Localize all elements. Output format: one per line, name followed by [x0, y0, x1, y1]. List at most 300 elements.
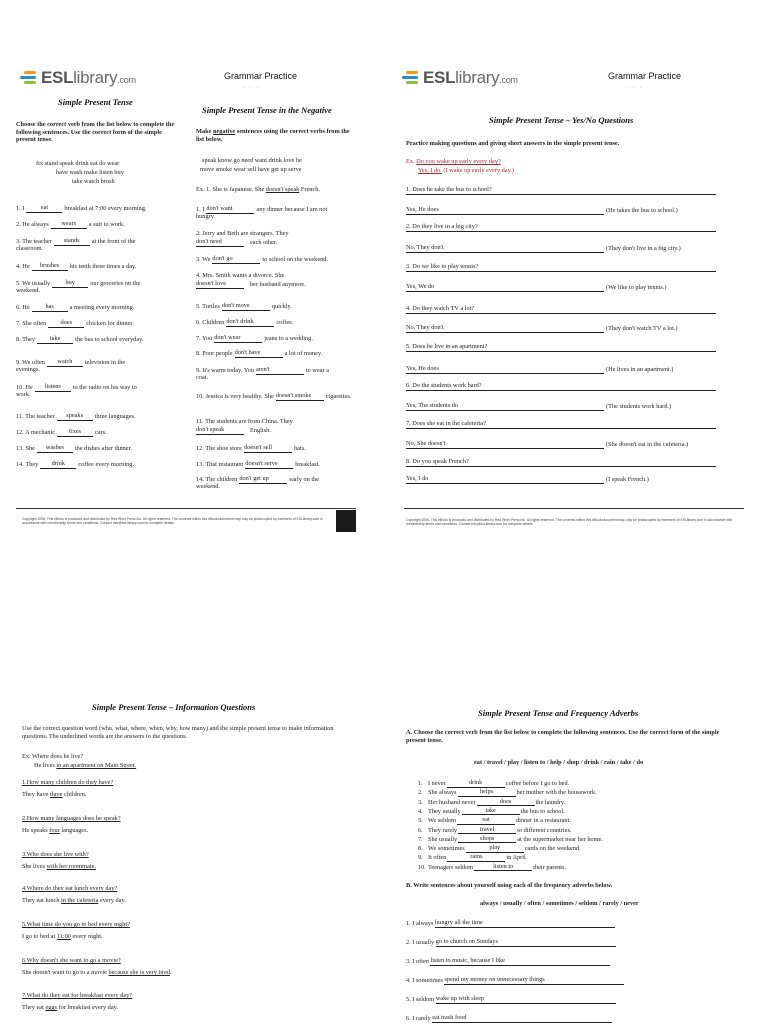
exercise-item [418, 779, 569, 788]
answer-blank: don't want [206, 205, 254, 214]
item-prefix: 5. Turtles [196, 303, 220, 310]
answer-note: (He takes the bus to school.) [606, 207, 678, 214]
exercise-item [418, 826, 571, 835]
grammar-practice-heading: Grammar Practice [224, 71, 298, 81]
question-line [406, 223, 716, 232]
question-text: 5.What time do you go to bed every night? [22, 921, 130, 928]
item-continuation: work. [16, 391, 31, 398]
exercise-item [16, 335, 143, 344]
item-suffix: coffee. [276, 319, 294, 326]
p4-example-question: Ex. Where does he live? [22, 753, 84, 760]
exercise-item [418, 863, 566, 872]
answer-blank: eat [26, 204, 62, 213]
item-continuation: hungry. [196, 213, 216, 220]
item-prefix: 7. You [196, 335, 213, 342]
question-line [406, 420, 716, 429]
exercise-item [418, 798, 565, 807]
answer-line [22, 863, 96, 871]
answer-blank: drink [447, 779, 505, 788]
answer-underlined: in the cafeteria [61, 897, 99, 904]
exercise-item [16, 220, 125, 229]
answer-note: (They don't live in a big city.) [606, 245, 681, 252]
short-answer: No, They don't [406, 244, 604, 253]
item-prefix: 6. He [16, 304, 30, 311]
sentence-line [406, 1014, 612, 1023]
answer-line [406, 206, 678, 215]
question-line [22, 885, 117, 893]
answer-line [406, 283, 667, 292]
item-prefix: 2. He always [16, 221, 49, 228]
exercise-item [16, 460, 134, 469]
question-text: 2. Do they live in a big city? [406, 223, 716, 232]
item-continuation: weekend. [196, 483, 220, 490]
question-line [22, 992, 132, 1000]
item-suffix: cigarettes. [325, 393, 352, 400]
p1-title: Simple Present Tense [58, 97, 133, 107]
p5-section-a: A. Choose the correct verb from the list below to complete the following sentences. Use the correct form of the simple present tense. [406, 729, 720, 744]
answer-prefix: I go to bed at [22, 933, 57, 940]
answer-blank: buy [52, 279, 88, 288]
item-prefix: She usually [428, 835, 458, 843]
item-prefix: Teenagers seldom [428, 863, 474, 871]
item-number: 1. [418, 780, 423, 787]
p1-wordbank-1: fix stand speak drink eat do wear [36, 160, 120, 167]
answer-blank: helps [458, 788, 516, 797]
answer-note: (She doesn't eat in the cafeteria.) [606, 441, 689, 448]
grammar-practice-heading-right: Grammar Practice [608, 71, 682, 81]
p3-example-answer: Yes, I do. (I wake up early every day.) [418, 167, 515, 174]
exercise-item [16, 204, 146, 213]
exercise-item [196, 366, 329, 375]
p5-title: Simple Present Tense and Frequency Adverbs [478, 708, 639, 718]
item-suffix: quickly. [271, 303, 292, 310]
item-prefix: 12. The shoe store [196, 445, 243, 452]
exercise-item [418, 816, 571, 825]
question-line [406, 382, 716, 391]
p2-wordbank-1: speak know go need want drink love be [202, 157, 302, 164]
p2-example: Ex. 1. She is Japanese. She doesn't speak French. [196, 186, 320, 193]
answer-prefix: They have [22, 791, 50, 798]
answer-suffix: languages. [59, 827, 89, 834]
item-suffix: to different countries. [517, 826, 572, 834]
item-prefix: 6. Children [196, 319, 225, 326]
answer-line [406, 440, 688, 449]
item-prefix: 8. Poor people [196, 350, 233, 357]
item-suffix: cards on the weekend. [524, 845, 581, 853]
answer-note: (We like to play tennis.) [606, 284, 667, 291]
answer-underlined: three [49, 791, 63, 798]
item-number: 10. [418, 863, 426, 871]
p2-title: Simple Present Tense in the Negative [202, 105, 332, 115]
item-number: 7. [418, 835, 423, 843]
exercise-item [196, 302, 292, 311]
question-line [406, 186, 716, 195]
p3-title: Simple Present Tense – Yes/No Questions [489, 115, 634, 125]
answer-blank: don't have [235, 349, 283, 358]
answer-note: (He lives in an apartment.) [606, 366, 674, 373]
exercise-item-line2 [196, 426, 271, 435]
short-answer: Yes, He does [406, 365, 604, 374]
short-answer: Yes, I do [406, 475, 604, 484]
sentence-answer: listen to music, because I like [430, 957, 610, 966]
answer-blank: doesn't serve [245, 460, 293, 469]
answer-line [22, 1004, 118, 1012]
question-text: 8. Do you speak French? [406, 458, 716, 467]
answer-line [406, 365, 673, 374]
p1-instructions: Choose the correct verb from the list below to complete the following sentences. Use the correct form of the simple present tense. [16, 121, 175, 144]
answer-underlined: because she is very tired [108, 969, 171, 976]
answer-blank: does [48, 319, 84, 328]
question-text: 7. Does she eat in the cafeteria? [406, 420, 716, 429]
exercise-item [16, 428, 107, 437]
p1-wordbank-2: have wash make listen buy [56, 169, 124, 176]
question-text: 2.How many languages does he speak? [22, 815, 121, 822]
item-continuation: evenings. [16, 366, 40, 373]
item-prefix: 14. They [16, 461, 39, 468]
p5-section-b: B. Write sentences about yourself using each of the frequency adverbs below. [406, 882, 613, 889]
exercise-item [196, 444, 306, 453]
exercise-item [16, 319, 134, 328]
answer-blank: has [32, 303, 68, 312]
exercise-item: 11. The students are from China. They [196, 418, 293, 425]
answer-prefix: She doesn't want to go to a movie [22, 969, 109, 976]
answer-blank: washes [37, 444, 73, 453]
item-prefix: She always [428, 789, 457, 797]
short-answer: No, They don't [406, 324, 604, 333]
header-dots-right: · · · [626, 86, 644, 91]
short-answer: Yes, We do [406, 283, 604, 292]
sentence-prefix: 2. I usually [406, 939, 436, 946]
item-number: 3. [418, 798, 423, 806]
question-text: 7.What do they eat for breakfast every day? [22, 992, 133, 999]
answer-blank: don't get up [239, 475, 287, 484]
question-text: 3. Do we like to play tennis? [406, 263, 716, 272]
sentence-line [406, 995, 616, 1004]
answer-line [22, 969, 172, 977]
item-prefix: It often [428, 854, 447, 862]
exercise-item [196, 460, 320, 469]
p2-instructions: Make negative sentences using the correct verbs from the list below. [196, 128, 350, 143]
answer-prefix: They eat [22, 1004, 46, 1011]
item-prefix: 11. The teacher [16, 413, 55, 420]
answer-line [22, 897, 126, 905]
answer-blank: don't drink [226, 318, 274, 327]
answer-line [406, 402, 671, 411]
exercise-item [418, 844, 581, 853]
answer-blank: travel [458, 826, 516, 835]
answer-prefix: They eat lunch [22, 897, 61, 904]
answer-blank: aren't [256, 366, 304, 375]
item-suffix: to school on the weekend. [262, 256, 328, 263]
p1-wordbank-3: take watch brush [72, 178, 115, 185]
sentence-prefix: 5. I seldom [406, 996, 436, 1003]
item-suffix: the bus to school everyday. [75, 336, 144, 343]
answer-line [406, 244, 681, 253]
item-prefix: 4. He [16, 263, 30, 270]
answer-blank: don't wear [214, 334, 262, 343]
logo-text: ESLlibrary.com [41, 68, 136, 87]
item-suffix: television in the [84, 359, 126, 366]
answer-blank: take [462, 807, 520, 816]
answer-line [22, 791, 86, 799]
logo-stripes-icon [20, 69, 38, 87]
question-line [406, 458, 716, 467]
item-prefix: 13. She [16, 445, 35, 452]
answer-prefix: She lives [22, 863, 47, 870]
item-prefix: 1. I [196, 206, 205, 213]
esl-library-logo-right [402, 68, 518, 88]
p3-example-question: Ex. Do you wake up early every day? [406, 158, 501, 165]
item-suffix: hats. [294, 445, 306, 452]
answer-underlined: eggs [45, 1004, 57, 1011]
item-prefix: 5. We usually [16, 280, 51, 287]
item-prefix: 3. We [196, 256, 211, 263]
sentence-prefix: 3. I often [406, 958, 431, 965]
short-answer: Yes, The students do [406, 402, 604, 411]
answer-blank: eat [457, 816, 515, 825]
question-text: 5. Does he live in an apartment? [406, 343, 716, 352]
question-text: 3.Who does she live with? [22, 851, 89, 858]
item-suffix: a meeting every morning. [69, 304, 135, 311]
item-suffix: any dinner because I am not [256, 206, 328, 213]
question-text: 6. Do the students work hard? [406, 382, 716, 391]
answer-blank: speaks [57, 412, 93, 421]
item-suffix: the laundry. [535, 798, 566, 806]
item-suffix: our groceries on the [90, 280, 141, 287]
item-suffix: a suit to work. [88, 221, 125, 228]
exercise-item [196, 334, 313, 343]
item-suffix: early on the [289, 476, 320, 483]
p2-wordbank-2: move smoke wear sell have get up serve [200, 166, 302, 173]
answer-line [22, 933, 103, 941]
exercise-item [196, 205, 327, 214]
question-text: 4.Where do they eat lunch every day? [22, 885, 118, 892]
item-suffix: to the radio on his way to [72, 384, 137, 391]
answer-blank: don't go [212, 255, 260, 264]
answer-blank: don't need [196, 238, 244, 247]
item-suffix: to wear a [305, 367, 330, 374]
question-line [22, 779, 113, 787]
copyright-right: Copyright 2006. This eBook is produced and distributed by Red River Press Inc. All rights reserved. The contents within this eBook/document may only be photocopied by members of ESLlibrary.com in accordance with membership terms and conditions. Contact info@esl-library.com for complete details. [406, 518, 733, 527]
item-suffix: coffee every morning. [78, 461, 134, 468]
answer-underlined: with her roommate. [46, 863, 96, 870]
item-prefix: 12. A mechanic [16, 429, 55, 436]
sentence-line [406, 957, 610, 966]
answer-blank: drink [40, 460, 76, 469]
question-line [22, 815, 121, 823]
logo-stripes-icon [402, 69, 420, 87]
answer-blank: listen to [474, 863, 532, 872]
exercise-item [196, 255, 328, 264]
item-prefix: 13. That restaurant [196, 461, 244, 468]
item-continuation: coat. [196, 374, 209, 381]
answer-suffix: every night. [70, 933, 103, 940]
item-suffix: her husband anymore. [250, 281, 306, 288]
qr-code-image [336, 510, 356, 532]
item-suffix: a lot of money. [284, 350, 323, 357]
item-suffix: breakfast at 7:00 every morning. [64, 205, 147, 212]
answer-suffix: every day. [98, 897, 126, 904]
sentence-prefix: 6. I rarely [406, 1015, 433, 1022]
question-line [22, 851, 89, 859]
question-text: 4. Do they watch TV a lot? [406, 305, 716, 314]
sentence-line [406, 976, 624, 985]
item-suffix: English. [250, 427, 271, 434]
exercise-item-line2 [196, 280, 306, 289]
item-prefix: 10. He [16, 384, 33, 391]
p3-instructions: Practice making questions and giving short answers in the simple present tense. [406, 140, 620, 147]
question-line [406, 263, 716, 272]
item-continuation: weekend. [16, 287, 40, 294]
answer-blank: play [466, 844, 524, 853]
answer-underlined: 11:00 [56, 933, 71, 940]
question-line [22, 921, 130, 929]
p4-example-answer: He lives in an apartment on Main Street. [34, 762, 137, 769]
exercise-item: 4. Mrs. Smith wants a divorce. She [196, 272, 285, 279]
sentence-line [406, 919, 615, 928]
sentence-answer: spend my money on unnecessary things [444, 976, 624, 985]
exercise-item [196, 318, 294, 327]
sentence-prefix: 4. I sometimes [406, 977, 445, 984]
item-prefix: 9. We often [16, 359, 45, 366]
item-suffix: the dishes after dinner. [74, 445, 132, 452]
item-suffix: coffee before I go to bed. [505, 780, 570, 787]
item-suffix: in April. [506, 854, 528, 862]
answer-blank: shops [458, 835, 516, 844]
item-number: 6. [418, 826, 423, 834]
answer-blank: doesn't smoke [276, 392, 324, 401]
item-prefix: 14. The children [196, 476, 238, 483]
item-prefix: 9. It's warm today. You [196, 367, 254, 374]
question-line [406, 305, 716, 314]
answer-blank: stands [54, 237, 90, 246]
exercise-item [16, 303, 134, 312]
answer-blank: watch [47, 358, 83, 367]
sentence-answer: hungry all the time [435, 919, 615, 928]
answer-suffix: for breakfast every day. [56, 1004, 118, 1011]
p5-wordbank: eat / travel / play / listen to / help / shop / drink / rain / take / do [474, 759, 644, 766]
item-suffix: her mother with the housework. [516, 789, 597, 797]
answer-blank: take [37, 335, 73, 344]
item-prefix: I never [428, 780, 446, 787]
sentence-prefix: 1. I always [406, 920, 436, 927]
esl-library-logo [20, 68, 136, 88]
short-answer: Yes, He does [406, 206, 604, 215]
exercise-item [16, 444, 132, 453]
item-suffix: jeans to a wedding. [264, 335, 313, 342]
question-text: 1. Does he take the bus to school? [406, 186, 716, 195]
answer-blank: don't move [222, 302, 270, 311]
sentence-line [406, 938, 616, 947]
answer-line [406, 475, 649, 484]
exercise-item [418, 788, 597, 797]
exercise-item [418, 835, 603, 844]
item-suffix: dinner in a restaurant. [516, 817, 571, 825]
item-suffix: his teeth three times a day. [69, 263, 137, 270]
item-suffix: cars. [95, 429, 107, 436]
item-suffix: their parents. [533, 863, 567, 871]
item-number: 5. [418, 817, 423, 825]
item-suffix: each other. [250, 239, 278, 246]
exercise-item-line2 [196, 238, 277, 247]
question-text: 1.How many children do they have? [22, 779, 114, 786]
question-text: 6.Why doesn't she want to go a movie? [22, 957, 121, 964]
answer-blank: doesn't love [196, 280, 244, 289]
question-line [406, 343, 716, 352]
item-prefix: 7. She often [16, 320, 47, 327]
item-prefix: Her husband never [428, 798, 476, 806]
item-number: 2. [418, 789, 423, 797]
answer-underlined: four [49, 827, 60, 834]
item-number: 9. [418, 854, 423, 862]
answer-blank: doesn't sell [244, 444, 292, 453]
item-prefix: They rarely [428, 826, 458, 834]
item-continuation: classroom. [16, 245, 44, 252]
answer-blank: listens [35, 383, 71, 392]
answer-suffix: . [170, 969, 172, 976]
answer-note: (The students work hard.) [606, 403, 672, 410]
answer-blank: does [477, 798, 535, 807]
answer-prefix: He speaks [22, 827, 50, 834]
answer-blank: don't speak [196, 426, 244, 435]
item-prefix: 8. They [16, 336, 36, 343]
item-prefix: 3. The teacher [16, 238, 52, 245]
exercise-item [418, 807, 565, 816]
answer-blank: brushes [32, 262, 68, 271]
item-prefix: 1. I [16, 205, 25, 212]
exercise-item [196, 392, 351, 401]
exercise-item [16, 412, 136, 421]
question-line [22, 957, 121, 965]
logo-text: ESLlibrary.com [423, 68, 518, 87]
exercise-item [418, 853, 527, 862]
answer-line [22, 827, 88, 835]
item-prefix: We seldom [428, 817, 456, 825]
item-prefix: We sometimes [428, 845, 465, 853]
short-answer: No, She doesn't [406, 440, 604, 449]
sentence-answer: go to church on Sundays [436, 938, 616, 947]
sentence-answer: wake up with sleep [436, 995, 616, 1004]
item-prefix: 10. Jessica is very healthy. She [196, 393, 274, 400]
answer-blank: fixes [57, 428, 93, 437]
copyright-left: Copyright 2006. This eBook is produced and distributed by Red River Press Inc. All rights reserved. The contents within this eBook/document may only be photocopied by members of ESLlibrary.com in accordance with membership terms and conditions. Contact info@esl-library.com for complete details. [22, 517, 323, 526]
header-dots: · · · [243, 86, 261, 91]
item-suffix: chicken for dinner. [86, 320, 134, 327]
answer-note: (They don't watch TV a lot.) [606, 325, 678, 332]
item-suffix: breakfast. [295, 461, 320, 468]
exercise-item [196, 349, 322, 358]
answer-blank: rains [447, 853, 505, 862]
exercise-item [16, 383, 137, 392]
item-suffix: the bus to school. [520, 807, 565, 815]
p5-adverbs: always / usually / often / sometimes / seldom / rarely / never [480, 900, 639, 907]
item-suffix: at the supermarket near her home. [517, 835, 603, 843]
item-number: 8. [418, 845, 423, 853]
item-suffix: at the front of the [91, 238, 136, 245]
p3-footer-rule [404, 508, 744, 509]
answer-note: (I speak French.) [606, 476, 649, 483]
item-number: 4. [418, 807, 423, 815]
sentence-answer: eat trash food [432, 1014, 612, 1023]
p1-footer-rule [16, 508, 356, 509]
answer-line [406, 324, 678, 333]
p4-instructions: Use the correct question word (who, what, where, when, why, how many) and the simple present tense to make information questions. The underlined words are the answers to the questions. [22, 725, 334, 740]
answer-suffix: children. [62, 791, 87, 798]
exercise-item: 2. Jerry and Beth are strangers. They [196, 230, 289, 237]
item-prefix: They usually [428, 807, 461, 815]
p4-title: Simple Present Tense – Information Questions [92, 702, 256, 712]
exercise-item [16, 262, 136, 271]
